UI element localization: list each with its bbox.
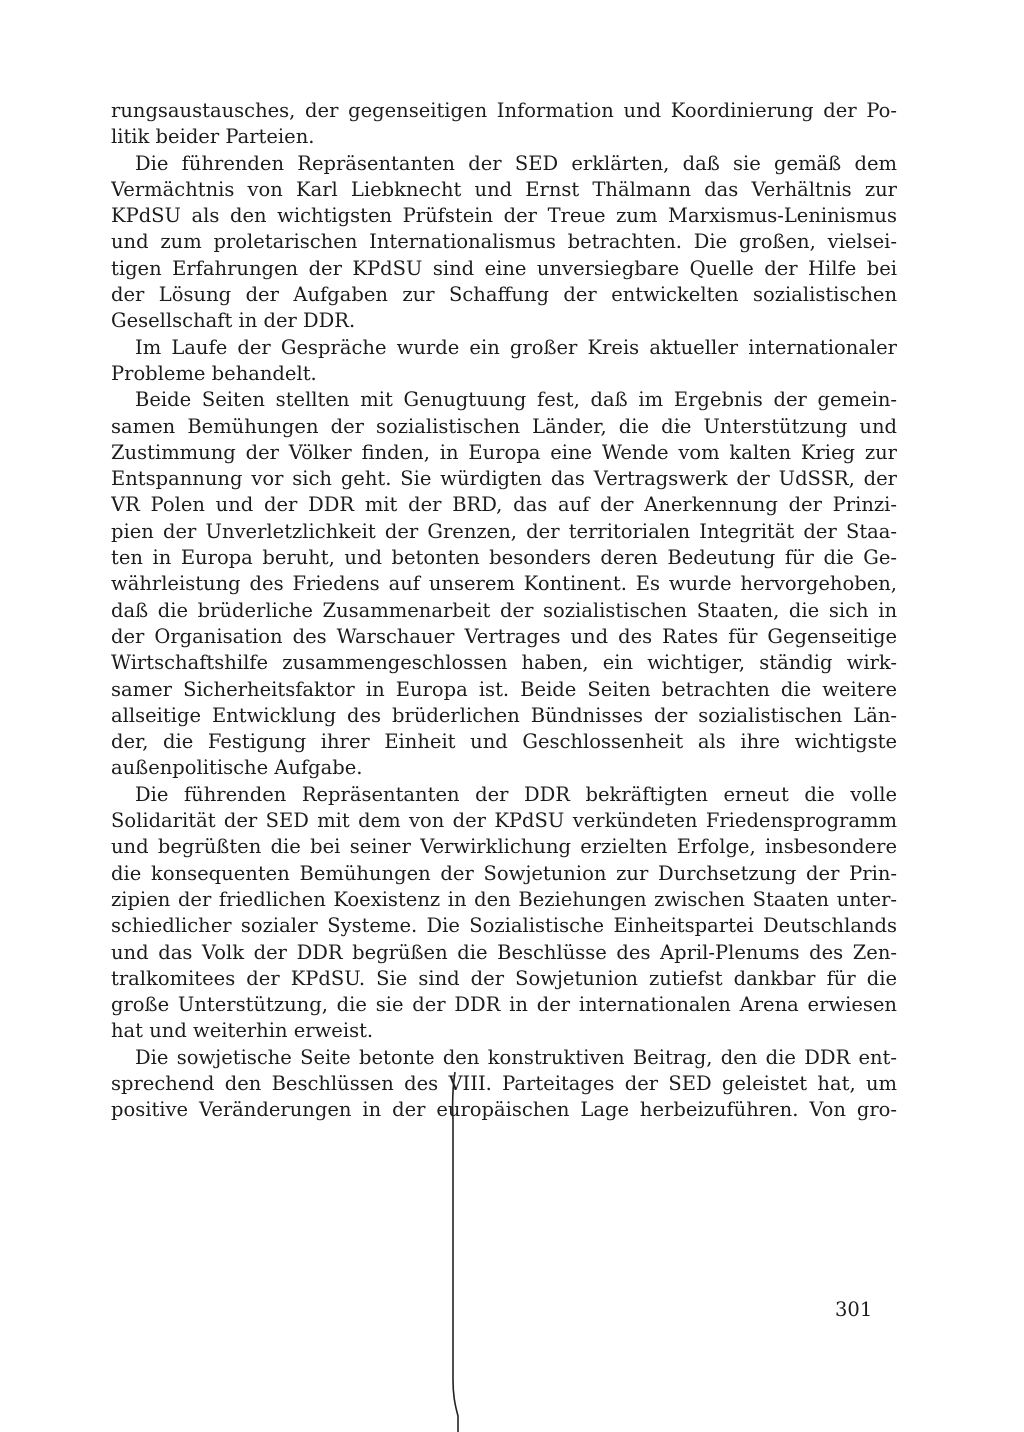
text-line: daß die brüderliche Zusammenarbeit der sozialistischen Staaten, die sich in (111, 598, 897, 622)
text-line: hat und weiterhin erweist. (111, 1019, 374, 1043)
text-line: der Lösung der Aufgaben zur Schaffung der entwickelten sozialistischen (111, 283, 897, 307)
text-line: ten in Europa beruht, und betonten besonders deren Bedeutung für die Ge- (111, 546, 897, 570)
text-line: samer Sicherheitsfaktor in Europa ist. Beide Seiten betrachten die weitere (111, 677, 897, 701)
text-line: Im Laufe der Gespräche wurde ein großer Kreis aktueller internationaler (135, 335, 897, 359)
text-line: allseitige Entwicklung des brüderlichen Bündnisses der sozialistischen Län- (111, 703, 897, 727)
text-line: Wirtschaftshilfe zusammengeschlossen haben, ein wichtiger, ständig wirk- (111, 651, 897, 675)
text-line: tigen Erfahrungen der KPdSU sind eine unversiegbare Quelle der Hilfe bei (111, 256, 897, 280)
text-line: rungsaustausches, der gegenseitigen Information und Koordinierung der Po- (111, 99, 897, 122)
text-line: Solidarität der SED mit dem von der KPdSU verkündeten Friedensprogramm (111, 809, 897, 833)
text-line: litik beider Parteien. (111, 125, 315, 149)
text-line: pien der Unverletzlichkeit der Grenzen, der territorialen Integrität der Staa- (111, 519, 897, 543)
text-line: sprechend den Beschlüssen des VIII. Parteitages der SED geleistet hat, um (111, 1071, 897, 1095)
text-line: die konsequenten Bemühungen der Sowjetunion zur Durchsetzung der Prin- (111, 861, 897, 885)
text-line: Gesellschaft in der DDR. (111, 309, 356, 333)
text-line: VR Polen und der DDR mit der BRD, das auf der Anerkennung der Prinzi- (111, 493, 897, 517)
page-number: 301 (835, 1298, 873, 1321)
text-line: Zustimmung der Völker finden, in Europa eine Wende vom kalten Krieg zur (111, 440, 897, 464)
text-line: Die führenden Repräsentanten der DDR bekräftigten erneut die volle (135, 782, 897, 806)
text-line: Probleme behandelt. (111, 361, 317, 385)
text-line: positive Veränderungen in der europäischen Lage herbeizuführen. Von gro- (111, 1098, 897, 1122)
text-line: und das Volk der DDR begrüßen die Beschlüsse des April-Plenums des Zen- (111, 940, 897, 964)
text-line: Entspannung vor sich geht. Sie würdigten das Vertragswerk der UdSSR, der (111, 467, 897, 491)
text-line: samen Bemühungen der sozialistischen Länder, die die Unterstützung und (111, 414, 897, 438)
text-line: große Unterstützung, die sie der DDR in der internationalen Arena erwiesen (111, 993, 897, 1017)
text-line: Vermächtnis von Karl Liebknecht und Ernst Thälmann das Verhältnis zur (111, 177, 897, 201)
text-line: außenpolitische Aufgabe. (111, 756, 363, 780)
text-line: und begrüßten die bei seiner Verwirklichung erzielten Erfolge, insbesondere (111, 835, 897, 859)
scan-artifact-tick (677, 424, 679, 431)
text-line: Die sowjetische Seite betonte den konstruktiven Beitrag, den die DDR ent- (135, 1045, 897, 1069)
text-line: der Organisation des Warschauer Vertrages und des Rates für Gegenseitige (111, 624, 897, 648)
text-line: tralkomitees der KPdSU. Sie sind der Sowjetunion zutiefst dankbar für die (111, 966, 897, 990)
text-line: der, die Festigung ihrer Einheit und Geschlossenheit als ihre wichtigste (111, 730, 897, 754)
text-line: Beide Seiten stellten mit Genugtuung fest, daß im Ergebnis der gemein- (135, 388, 897, 412)
text-line: währleistung des Friedens auf unserem Kontinent. Es wurde hervorgehoben, (111, 572, 897, 596)
text-line: KPdSU als den wichtigsten Prüfstein der Treue zum Marxismus-Leninismus (111, 204, 897, 228)
text-line: zipien der friedlichen Koexistenz in den Beziehungen zwischen Staaten unter- (111, 887, 897, 911)
scan-artifact-stroke (453, 1072, 458, 1432)
text-line: schiedlicher sozialer Systeme. Die Sozialistische Einheitspartei Deutschlands (111, 914, 897, 938)
text-line: Die führenden Repräsentanten der SED erklärten, daß sie gemäß dem (135, 151, 897, 175)
text-line: und zum proletarischen Internationalismus betrachten. Die großen, vielsei- (111, 230, 897, 254)
